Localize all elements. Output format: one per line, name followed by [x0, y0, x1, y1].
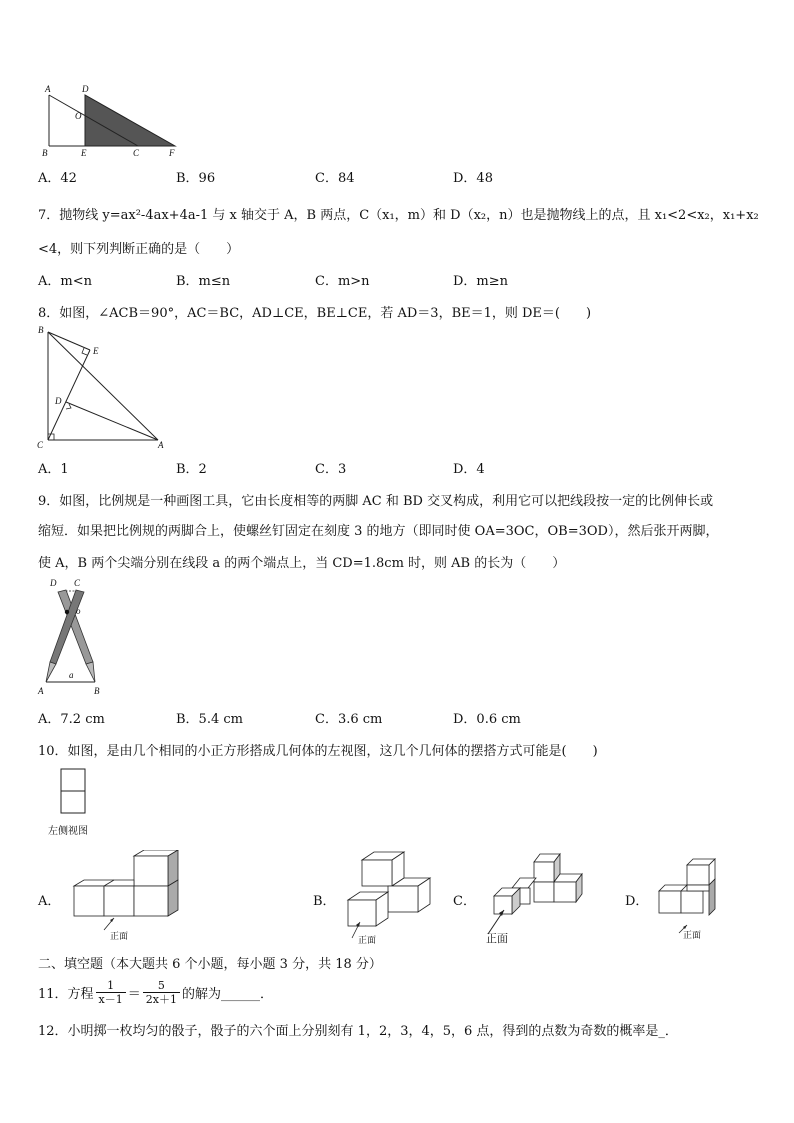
q6-option-d[interactable]: D．48 — [453, 171, 493, 186]
q6-label-d: D — [82, 84, 89, 94]
q8-label-e: E — [93, 346, 99, 356]
q11-fraction-1-denominator: x－1 — [98, 992, 123, 1006]
q10-option-c-figure[interactable] — [480, 850, 585, 946]
q8-option-a[interactable]: A．1 — [38, 462, 69, 477]
q6-label-e: E — [81, 148, 87, 157]
q7-option-d[interactable]: D．m≥n — [453, 274, 509, 289]
q10-stem: 10．如图，是由几个相同的小正方形搭成几何体的左视图，这几个几何体的摆搭方式可能是( ) — [38, 744, 598, 759]
q8-label-c: C — [37, 440, 44, 450]
q6-label-o: O — [75, 111, 82, 121]
q6-figure — [38, 82, 183, 157]
q12-stem: 12．小明掷一枚均匀的骰子，骰子的六个面上分别刻有 1，2，3，4，5，6 点，得到的点数为奇数的概率是_． — [38, 1024, 678, 1039]
q8-label-b: B — [38, 325, 44, 335]
q10-option-b-figure[interactable] — [340, 850, 435, 946]
q9-label-b: B — [94, 686, 100, 696]
q9-option-c[interactable]: C．3.6 cm — [315, 712, 383, 727]
q11-fraction-2-denominator: 2x＋1 — [145, 992, 177, 1006]
q6-label-b: B — [42, 148, 48, 157]
q9-stem-line2: 缩短．如果把比例规的两脚合上，使螺丝钉固定在刻度 3 的地方（即同时使 OA=3OC，OB=3OD），然后张开两脚， — [38, 524, 719, 539]
section-2-heading: 二、填空题（本大题共 6 个小题，每小题 3 分，共 18 分） — [38, 957, 382, 972]
q11-fraction-1-numerator: 1 — [96, 979, 126, 993]
q8-option-c[interactable]: C．3 — [315, 462, 347, 477]
q10-option-d-front-label: 正面 — [683, 931, 702, 941]
q6-label-f: F — [169, 148, 175, 157]
q10-left-view-caption: 左侧视图 — [48, 826, 88, 837]
q11-fraction-1 — [96, 979, 126, 1006]
q6-option-b[interactable]: B．96 — [176, 171, 216, 186]
q11-stem — [38, 972, 273, 1012]
q9-option-b[interactable]: B．5.4 cm — [176, 712, 243, 727]
q10-option-a-front-label: 正面 — [110, 932, 129, 942]
q9-label-c: C — [74, 578, 81, 588]
q9-label-a: A — [38, 686, 44, 696]
q9-option-d[interactable]: D．0.6 cm — [453, 712, 521, 727]
q10-left-view-figure — [60, 768, 88, 818]
q7-option-a[interactable]: A．m<n — [38, 274, 92, 289]
q9-stem-line1: 9．如图，比例规是一种画图工具，它由长度相等的两脚 AC 和 BD 交叉构成，利用它可以把线段按一定的比例伸长或 — [38, 494, 714, 509]
q8-figure — [34, 322, 174, 452]
q11-equals: ＝ — [127, 986, 141, 1002]
q8-label-d: D — [55, 396, 62, 406]
q8-option-b[interactable]: B．2 — [176, 462, 207, 477]
q6-option-a[interactable]: A．42 — [38, 171, 77, 186]
q7-option-c[interactable]: C．m>n — [315, 274, 370, 289]
q10-option-a-label[interactable]: A． — [38, 894, 61, 909]
q7-option-b[interactable]: B．m≤n — [176, 274, 231, 289]
q6-option-c[interactable]: C．84 — [315, 171, 355, 186]
q8-option-d[interactable]: D．4 — [453, 462, 485, 477]
q9-proportional-compass-figure — [36, 574, 108, 698]
q9-label-a-segment: a — [69, 670, 74, 680]
q6-label-a: A — [45, 84, 51, 94]
q9-option-a[interactable]: A．7.2 cm — [38, 712, 105, 727]
q10-option-a-figure[interactable] — [70, 850, 185, 942]
q10-option-b-front-label: 正面 — [358, 936, 377, 946]
q11-fraction-2-numerator: 5 — [143, 979, 180, 993]
q10-option-c-front-label: 正面 — [486, 932, 508, 945]
q10-option-d-label[interactable]: D． — [625, 894, 649, 909]
q9-label-d: D — [50, 578, 57, 588]
q7-stem-line2: <4，则下列判断正确的是（ ） — [38, 242, 240, 257]
q9-stem-line3: 使 A，B 两个尖端分别在线段 a 的两个端点上，当 CD=1.8cm 时，则 AB 的长为（ ） — [38, 556, 566, 571]
q11-suffix: 的解为______． — [181, 986, 273, 1002]
q8-label-a: A — [158, 440, 164, 450]
q11-fraction-2 — [143, 979, 180, 1006]
q9-label-o: o — [76, 606, 81, 616]
q10-option-c-label[interactable]: C． — [453, 894, 476, 909]
q6-label-c: C — [133, 148, 140, 157]
q10-option-b-label[interactable]: B． — [313, 894, 336, 909]
q8-stem: 8．如图，∠ACB＝90°，AC＝BC，AD⊥CE，BE⊥CE，若 AD＝3，BE＝1，则 DE＝( ) — [38, 306, 592, 321]
q10-option-d-figure[interactable] — [655, 855, 725, 945]
q11-prefix: 11．方程 — [38, 986, 94, 1002]
q7-stem-line1: 7．抛物线 y=ax²-4ax+4a-1 与 x 轴交于 A，B 两点，C（x₁，m）和 D（x₂，n）也是抛物线上的点，且 x₁<2<x₂，x₁+x₂ — [38, 208, 759, 223]
